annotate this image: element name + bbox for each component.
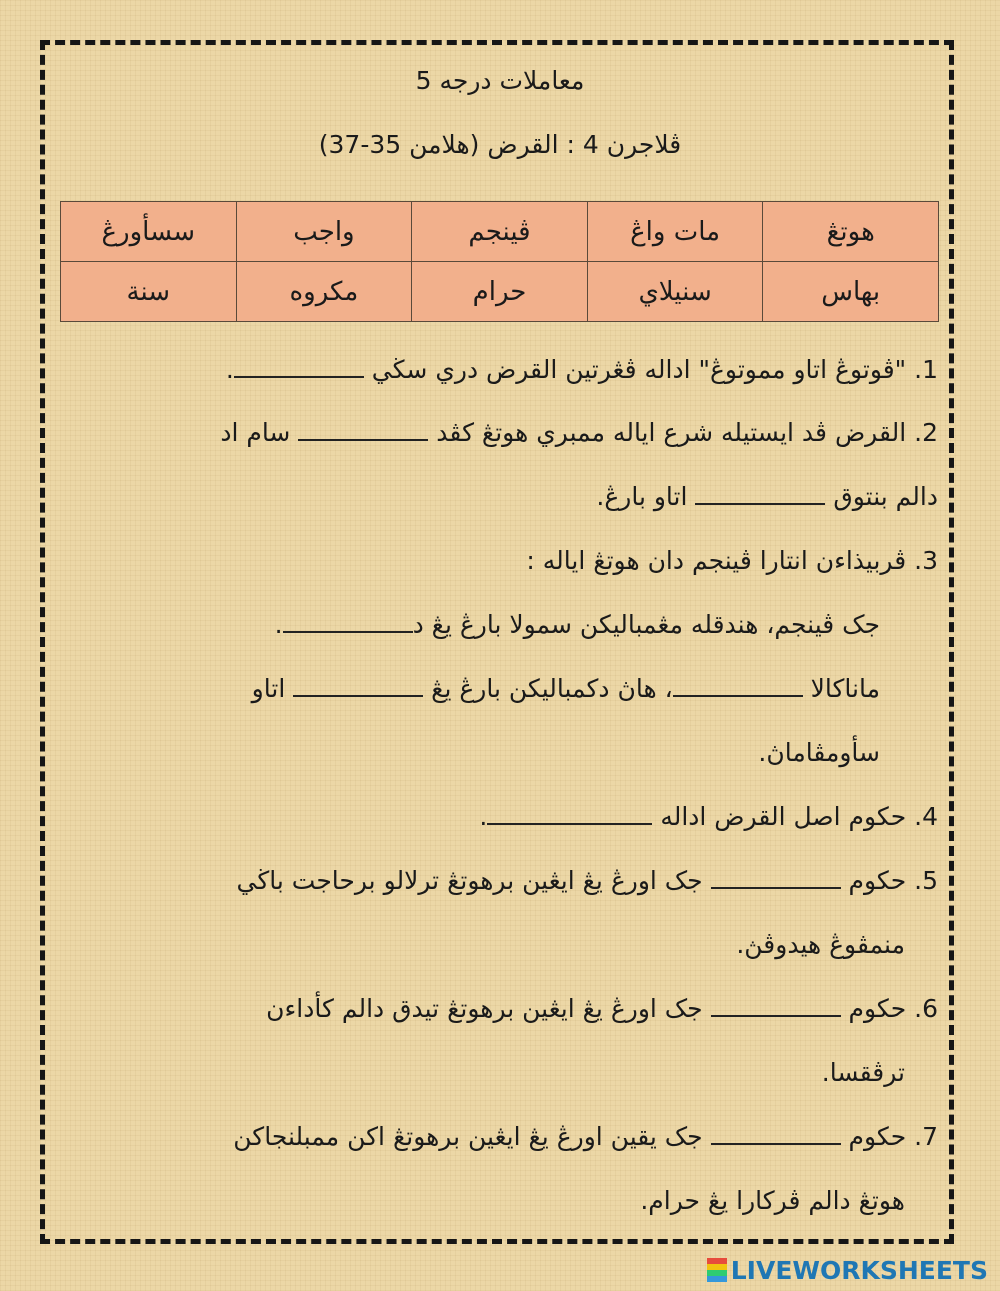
- question-5-line-2: [736, 930, 905, 959]
- question-7-line-2: [640, 1186, 905, 1215]
- question-text: ماناكالا: [810, 674, 880, 703]
- question-text: اتاو: [251, 674, 286, 703]
- question-2: [220, 418, 938, 447]
- question-text: ترڤقسا.: [821, 1058, 905, 1087]
- word-bank-cell: واجب: [236, 202, 412, 262]
- question-number: 4.: [914, 802, 938, 831]
- question-text: .: [274, 610, 283, 639]
- word-bank-cell: مكروه: [236, 262, 412, 322]
- word-bank-cell: سسأورڠ: [61, 202, 237, 262]
- question-text: القرض ڤد ايستيله شرع اياله ممبري هوتڠ كڤد: [436, 418, 907, 447]
- question-text: حكوم: [848, 994, 907, 1023]
- word-bank-table: [60, 201, 939, 322]
- question-number: 6.: [914, 994, 938, 1023]
- question-text: حكوم: [848, 1122, 907, 1151]
- worksheet-subtitle: ڤلاجرن 4 : القرض (هلامن 35-37): [318, 130, 682, 159]
- question-number: 5.: [914, 866, 938, 895]
- question-number: 2.: [914, 418, 938, 447]
- brand-text: LIVEWORKSHEETS: [730, 1255, 988, 1285]
- question-number: 3.: [914, 546, 938, 575]
- answer-blank-3c[interactable]: [293, 691, 423, 697]
- question-text: منمڤوڠ هيدوڤڽ.: [736, 930, 905, 959]
- question-number: 1.: [914, 355, 938, 384]
- question-text: جک ڤينجم، هندقله مڠمباليكن سمولا بارڠ يڠ د: [412, 610, 880, 639]
- liveworksheets-logo-icon: [707, 1258, 727, 1282]
- question-3-line-2: [275, 610, 880, 639]
- answer-blank-4[interactable]: [487, 819, 652, 825]
- answer-blank-7[interactable]: [711, 1139, 841, 1145]
- question-text: .: [479, 802, 488, 831]
- word-bank-cell: سنة: [61, 262, 237, 322]
- liveworksheets-brand: [707, 1255, 988, 1285]
- question-6-line-2: [822, 1058, 905, 1087]
- word-bank-row: [61, 202, 939, 262]
- answer-blank-2a[interactable]: [298, 435, 428, 441]
- answer-blank-3a[interactable]: [283, 627, 413, 633]
- worksheet-title: معاملات درجه 5: [415, 66, 585, 95]
- question-2-line-2: [596, 482, 938, 511]
- question-text: دالم بنتوق: [833, 482, 938, 511]
- answer-blank-1[interactable]: [234, 372, 364, 378]
- question-text: "ڤوتوڠ اتاو مموتوڠ" اداله ڤڠرتين القرض دري سڬي: [371, 355, 907, 384]
- question-text: اتاو بارڠ.: [596, 482, 688, 511]
- question-text: جک اورڠ يڠ ايڠين برهوتڠ ترلالو برحاجت باڬي: [236, 866, 703, 895]
- word-bank-cell: بهاس: [763, 262, 939, 322]
- answer-blank-6[interactable]: [711, 1011, 841, 1017]
- answer-blank-5[interactable]: [711, 883, 841, 889]
- word-bank-cell: ڤينجم: [412, 202, 588, 262]
- question-number: 7.: [914, 1122, 938, 1151]
- word-bank-cell: حرام: [412, 262, 588, 322]
- word-bank-cell: سنيلاي: [587, 262, 763, 322]
- question-text: .: [225, 355, 234, 384]
- question-text: سام اد: [220, 418, 291, 447]
- question-4: [479, 802, 938, 831]
- question-1: [226, 355, 938, 384]
- word-bank-cell: مات واڠ: [587, 202, 763, 262]
- question-3-line-3: [252, 674, 880, 703]
- question-5: [237, 866, 938, 895]
- question-text: حكوم: [848, 866, 907, 895]
- question-6: [266, 994, 938, 1023]
- question-text: حكوم اصل القرض اداله: [660, 802, 907, 831]
- question-7: [233, 1122, 938, 1151]
- question-text: جک يقين اورڠ يڠ ايڠين برهوتڠ اكن ممبلنجاكن: [233, 1122, 703, 1151]
- answer-blank-3b[interactable]: [673, 691, 803, 697]
- question-text: جک اورڠ يڠ ايڠين برهوتڠ تيدق دالم كأداءن: [266, 994, 703, 1023]
- answer-blank-2b[interactable]: [695, 499, 825, 505]
- question-3-line-4: [758, 738, 880, 767]
- question-text: ڤربيذاءن انتارا ڤينجم دان هوتڠ اياله :: [526, 546, 907, 575]
- word-bank-row: [61, 262, 939, 322]
- question-3: [526, 546, 938, 575]
- question-text: ، هاڽ دكمباليكن بارڠ يڠ: [431, 674, 673, 703]
- question-text: هوتڠ دالم ڤركارا يڠ حرام.: [640, 1186, 905, 1215]
- question-text: سأومڤاماڽ.: [758, 738, 880, 767]
- word-bank-cell: هوتڠ: [763, 202, 939, 262]
